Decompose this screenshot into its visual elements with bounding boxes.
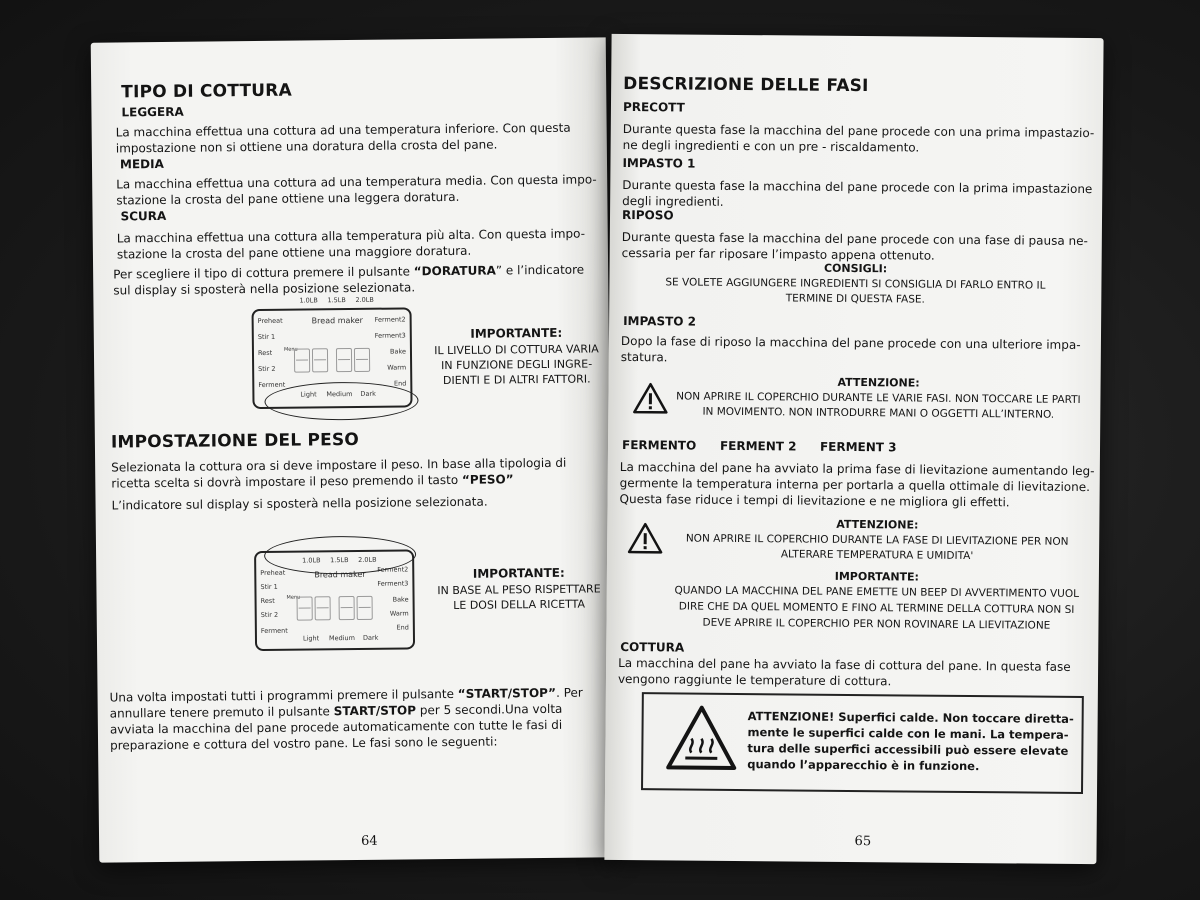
start-line-2: annullare tenere premuto il pulsante START/STOP per 5 secondi.Una volta — [109, 701, 563, 721]
lcd2-digits — [297, 596, 377, 621]
fermento-line-2: germente la temperatura interna per portarla a quella ottimale di lievitazione. — [619, 475, 1091, 495]
warning-triangle-icon — [627, 522, 663, 554]
importante-1-line-1: IL LIVELLO DI COTTURA VARIA — [434, 342, 599, 358]
impasto-2-heading: IMPASTO 2 — [623, 313, 697, 329]
hot-warning-line-1: ATTENZIONE! Superfici calde. Non toccare diretta- — [747, 709, 1074, 726]
lcd-medium-label: Medium — [326, 389, 353, 399]
impasto-1-line-2: degli ingredienti. — [622, 193, 724, 209]
page-number-right: 65 — [854, 834, 872, 850]
impostazione-peso-heading: IMPOSTAZIONE DEL PESO — [110, 429, 360, 453]
consigli-line-1: SE VOLETE AGGIUNGERE INGREDIENTI SI CONSIGLIA DI FARLO ENTRO IL — [665, 276, 1046, 292]
riposo-line-1: Durante questa fase la macchina del pane procede con una fase di pausa ne- — [621, 229, 1088, 249]
importante-2-title: IMPORTANTE: — [472, 565, 565, 581]
importante-1-line-2: IN FUNZIONE DEGLI INGRE- — [441, 357, 593, 373]
scura-line-2: stazione la crosta del pane ottiene una maggiore doratura. — [116, 243, 472, 262]
lcd2-ferment3-label: Ferment3 — [377, 579, 409, 588]
fermento-line-1: La macchina del pane ha avviato la prima fase di lievitazione aumentando leg- — [619, 459, 1095, 479]
impasto-1-line-1: Durante questa fase la macchina del pane procede con la prima impastazione — [622, 177, 1093, 197]
lcd-light-label: Light — [300, 390, 317, 399]
lcd2-ferment-label: Ferment — [260, 626, 288, 635]
hot-warning-line-2: mente le superfici calde con le mani. La tempera- — [747, 725, 1069, 742]
lcd2-bake-label: Bake — [392, 595, 409, 604]
attenzione-2-title: ATTENZIONE: — [836, 517, 919, 532]
media-heading: MEDIA — [119, 156, 164, 172]
start-line-1: Una volta impostati tutti i programmi premere il pulsante “START/STOP”. Per — [109, 685, 583, 705]
lcd2-stir2-label: Stir 2 — [260, 610, 279, 619]
attenzione-1-line-1: NON APRIRE IL COPERCHIO DURANTE LE VARIE FASI. NON TOCCARE LE PARTI — [676, 390, 1081, 406]
lcd-weight-2: 1.5LB — [327, 296, 346, 305]
lcd-stir1-label: Stir 1 — [257, 332, 276, 341]
lcd-digits — [294, 348, 374, 373]
page-number-left: 64 — [361, 833, 378, 849]
lcd2-dark-label: Dark — [362, 633, 379, 642]
lcd-preheat-label: Preheat — [257, 316, 283, 325]
attenzione-2-line-2: ALTERARE TEMPERATURA E UMIDITA' — [780, 548, 974, 563]
tipo-cottura-heading: TIPO DI COTTURA — [121, 80, 293, 103]
fermento-line-3: Questa fase riduce i tempi di lievitazione e ne migliora gli effetti. — [619, 491, 1010, 510]
scura-heading: SCURA — [120, 208, 167, 224]
lcd-ferment-label: Ferment — [258, 380, 286, 389]
lcd-ferment3-label: Ferment3 — [374, 331, 406, 340]
impasto-2-line-2: statura. — [620, 349, 668, 365]
importante-3-line-2: DIRE CHE DA QUEL MOMENTO E FINO AL TERMINE DELLA COTTURA NON SI — [678, 600, 1075, 616]
importante-1-title: IMPORTANTE: — [470, 325, 563, 341]
lcd2-menu-label: Menu — [286, 594, 301, 601]
leggera-line-2: impostazione non si ottiene una doratura della crosta del pane. — [115, 137, 498, 156]
consigli-title: CONSIGLI: — [823, 261, 888, 276]
descrizione-fasi-heading: DESCRIZIONE DELLE FASI — [623, 73, 869, 97]
lcd-dark-label: Dark — [360, 389, 376, 398]
lcd2-rest-label: Rest — [260, 596, 275, 605]
lcd2-warm-label: Warm — [389, 609, 409, 618]
attenzione-1-title: ATTENZIONE: — [837, 375, 920, 390]
lcd2-ferment2-label: Ferment2 — [377, 565, 409, 574]
riposo-heading: RIPOSO — [621, 207, 674, 223]
hot-warning-line-4: quando l’apparecchio è in funzione. — [747, 757, 980, 774]
hot-surface-warning-box — [641, 692, 1084, 794]
scura-line-1: La macchina effettua una cottura alla temperatura più alta. Con questa impo- — [116, 226, 586, 246]
cottura-line-1: La macchina del pane ha avviato la fase di cottura del pane. In questa fase — [618, 655, 1071, 674]
peso-line-1: Selezionata la cottura ora si deve impostare il peso. In base alla tipologia di — [111, 455, 567, 475]
lcd-weight-3: 2.0LB — [355, 295, 374, 304]
start-line-3: avviata la macchina del pane procede automaticamente con tutte le fasi di — [109, 717, 563, 737]
lcd-warm-label: Warm — [387, 363, 407, 372]
importante-1-line-3: DIENTI E DI ALTRI FATTORI. — [442, 372, 591, 388]
start-line-4: preparazione e cottura del vostro pane. Le fasi sono le seguenti: — [110, 734, 498, 753]
impasto-1-heading: IMPASTO 1 — [622, 155, 696, 171]
lcd2-light-label: Light — [302, 634, 320, 643]
scegliere-line-1: Per scegliere il tipo di cottura premere il pulsante “DORATURA” e l’indicatore — [113, 262, 585, 282]
ferment-3-heading: FERMENT 3 — [819, 439, 897, 455]
impasto-2-line-1: Dopo la fase di riposo la macchina del pane procede con una ulteriore impa- — [620, 333, 1081, 352]
media-line-2: stazione la crosta del pane ottiene una leggera doratura. — [116, 189, 460, 208]
lcd-title: Bread maker — [311, 315, 364, 326]
attenzione-2-line-1: NON APRIRE IL COPERCHIO DURANTE LA FASE DI LIEVITAZIONE PER NON — [685, 532, 1069, 548]
lcd-bake-label: Bake — [389, 347, 407, 356]
precott-line-1: Durante questa fase la macchina del pane procede con una prima impastazio- — [622, 121, 1095, 141]
leggera-line-1: La macchina effettua una cottura ad una temperatura inferiore. Con questa — [115, 120, 571, 140]
precott-line-2: ne degli ingredienti e con un pre - riscaldamento. — [622, 137, 920, 155]
lcd2-end-label: End — [396, 623, 409, 632]
lcd-stir2-label: Stir 2 — [258, 364, 276, 373]
importante-2-line-1: IN BASE AL PESO RISPETTARE — [437, 582, 601, 598]
lcd2-preheat-label: Preheat — [260, 568, 286, 577]
lcd-weight-1: 1.0LB — [299, 296, 318, 305]
lcd-rest-label: Rest — [257, 348, 273, 357]
lcd2-title: Bread maker — [314, 569, 366, 580]
importante-3-title: IMPORTANTE: — [834, 569, 920, 584]
importante-3-line-1: QUANDO LA MACCHINA DEL PANE EMETTE UN BEEP DI AVVERTIMENTO VUOL — [674, 584, 1080, 600]
riposo-line-2: cessaria per far riposare l’impasto appena ottenuto. — [621, 245, 935, 263]
importante-3-line-3: DEVE APRIRE IL COPERCHIO PER NON ROVINARE LA LIEVITAZIONE — [702, 616, 1051, 632]
lcd2-weight-2: 1.5LB — [330, 556, 349, 565]
left-page — [91, 37, 615, 862]
importante-2-line-2: LE DOSI DELLA RICETTA — [453, 597, 586, 612]
cottura-line-2: vengono raggiunte le temperature di cottura. — [617, 671, 892, 689]
peso-line-3: L’indicatore sul display si sposterà nella posizione selezionata. — [111, 494, 488, 513]
peso-line-2: ricetta scelta si dovrà impostare il peso premendo il tasto “PESO” — [111, 472, 514, 491]
lcd2-medium-label: Medium — [328, 633, 356, 643]
scegliere-line-2: sul display si sposterà nella posizione selezionata. — [113, 280, 416, 298]
media-line-1: La macchina effettua una cottura ad una temperatura media. Con questa impo- — [116, 172, 597, 192]
lcd-end-label: End — [393, 379, 407, 388]
cottura-heading: COTTURA — [620, 639, 685, 655]
attenzione-1-line-2: IN MOVIMENTO. NON INTRODURRE MANI O OGGETTI ALL’INTERNO. — [702, 405, 1055, 421]
lcd-ferment2-label: Ferment2 — [374, 315, 406, 324]
right-page — [604, 34, 1103, 864]
precott-heading: PRECOTT — [622, 99, 685, 115]
lcd2-weight-1: 1.0LB — [302, 556, 321, 565]
lcd2-stir1-label: Stir 1 — [260, 582, 278, 591]
consigli-line-2: TERMINE DI QUESTA FASE. — [785, 292, 925, 306]
fermento-heading: FERMENTO — [621, 437, 697, 453]
ferment-2-heading: FERMENT 2 — [719, 438, 797, 454]
hot-warning-line-3: tura delle superfici accessibili può essere elevate — [747, 741, 1069, 758]
cottura-highlight-ellipse — [264, 381, 418, 421]
leggera-heading: LEGGERA — [121, 104, 184, 120]
hot-surface-icon — [665, 704, 738, 771]
warning-triangle-icon — [632, 382, 668, 414]
lcd-menu-label: Menu — [283, 346, 298, 353]
lcd2-weight-3: 2.0LB — [358, 555, 377, 564]
